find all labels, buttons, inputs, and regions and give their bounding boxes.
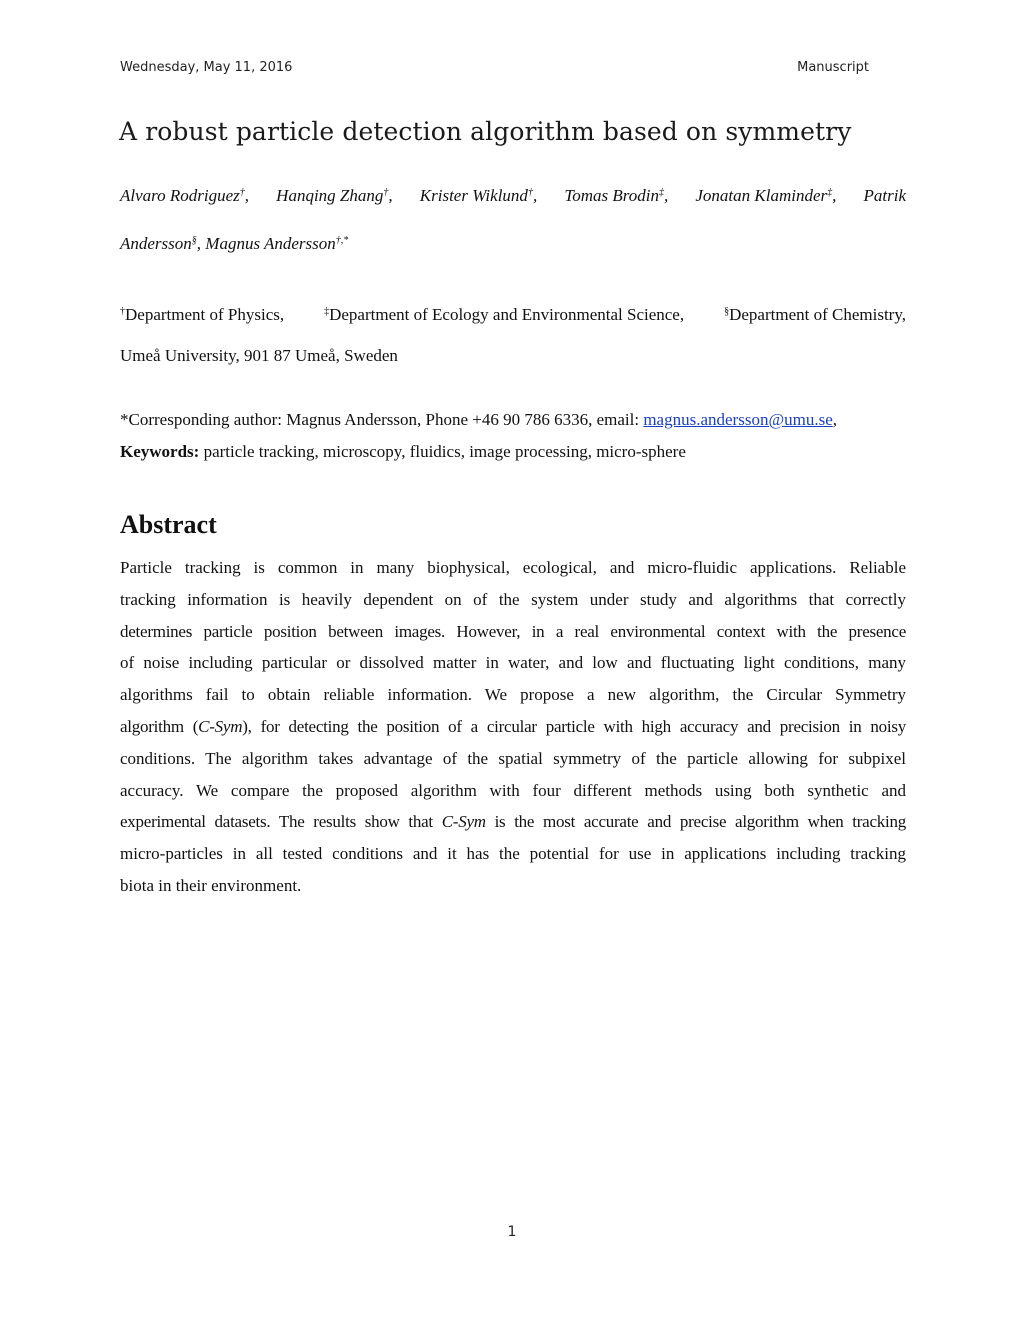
affiliations	[120, 294, 906, 376]
abstract-line: of noise including particular or dissolved matter in water, and low and fluctuating light conditions, many	[120, 653, 906, 673]
keywords	[120, 436, 906, 468]
affiliation-ecology: ‡Department of Ecology and Environmental Science,	[324, 305, 685, 324]
abstract-line: algorithms fail to obtain reliable information. We propose a new algorithm, the Circular Symmetry	[120, 685, 906, 705]
email-link[interactable]: magnus.andersson@umu.se	[643, 410, 833, 429]
author: Tomas Brodin‡,	[564, 186, 669, 205]
header-label: Manuscript	[797, 60, 869, 75]
abstract-line: algorithm (C-Sym), for detecting the position of a circular particle with high accuracy and precision in noisy	[120, 716, 906, 736]
author-list	[120, 172, 906, 268]
author: Krister Wiklund†,	[419, 186, 538, 205]
correspondence-block	[120, 404, 906, 468]
author: Alvaro Rodriguez†,	[120, 186, 250, 205]
abstract-line: biota in their environment.	[120, 875, 302, 895]
keywords-text: particle tracking, microscopy, fluidics, image processing, micro-sphere	[199, 442, 686, 461]
abstract-line: tracking information is heavily dependent on of the system under study and algorithms that correctly	[120, 589, 906, 609]
abstract-line: determines particle position between images. However, in a real environmental context with the presence	[120, 621, 906, 641]
corresponding-author: *Corresponding author: Magnus Andersson, Phone +46 90 786 6336, email: magnus.andersson@umu.se,	[120, 410, 837, 429]
author-line-1	[120, 172, 906, 220]
paper-title: A robust particle detection algorithm based on symmetry	[119, 117, 852, 146]
author: Hanqing Zhang†,	[276, 186, 393, 205]
abstract-line: conditions. The algorithm takes advantage of the spatial symmetry of the particle allowing for subpixel	[120, 748, 906, 768]
page-header	[120, 60, 869, 82]
abstract-line: experimental datasets. The results show that C-Sym is the most accurate and precise algorithm when tracking	[120, 812, 906, 832]
affiliation-line	[120, 294, 906, 335]
abstract-line: Particle tracking is common in many biophysical, ecological, and micro-fluidic applications. Reliable	[120, 558, 906, 577]
header-date: Wednesday, May 11, 2016	[120, 60, 293, 75]
author-line-2	[120, 220, 906, 268]
author: Patrik	[863, 186, 906, 205]
keywords-label: Keywords:	[120, 442, 200, 461]
author: Andersson§,	[120, 234, 202, 253]
author: Magnus Andersson†,*	[205, 234, 349, 253]
abstract-body	[120, 552, 906, 902]
affiliation-university: Umeå University, 901 87 Umeå, Sweden	[120, 346, 398, 365]
page-number: 1	[507, 1224, 517, 1240]
abstract-line: micro-particles in all tested conditions and it has the potential for use in applications including tracking	[120, 844, 906, 864]
author: Jonatan Klaminder‡,	[695, 186, 837, 205]
affiliation-physics: †Department of Physics,	[120, 305, 285, 324]
abstract-line: accuracy. We compare the proposed algorithm with four different methods using both synthetic and	[120, 780, 906, 800]
affiliation-chemistry: §Department of Chemistry,	[724, 305, 906, 324]
abstract-heading: Abstract	[120, 510, 217, 539]
